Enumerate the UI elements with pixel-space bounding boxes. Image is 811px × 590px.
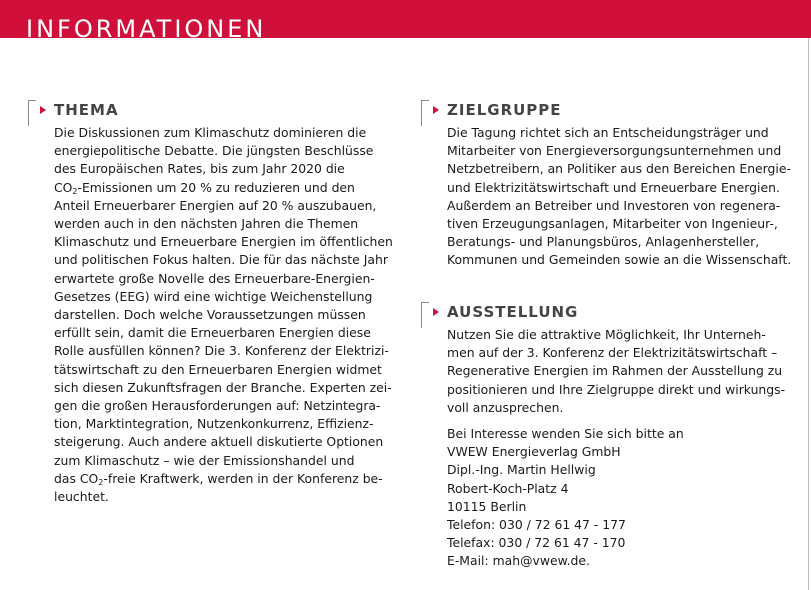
text-line: Die Diskussionen zum Klimaschutz dominieren die (54, 125, 367, 140)
section-body-zielgruppe (421, 124, 801, 270)
text-line: Kommunen und Gemeinden sowie an die Wissenschaft. (447, 252, 792, 268)
section-title-zielgruppe: ZIELGRUPPE (447, 101, 562, 119)
contact-line: Dipl.-Ing. Martin Hellwig (447, 462, 596, 478)
text-part: -freie Kraftwerk, werden in der Konferenz be- (103, 470, 383, 486)
page-edge-divider (808, 38, 809, 590)
section-heading (421, 100, 801, 124)
section-zielgruppe (421, 100, 801, 270)
text-part: CO (54, 179, 73, 195)
text-line: positionieren und Ihre Zielgruppe direkt und wirkungs- (447, 381, 786, 397)
section-title-thema: THEMA (54, 101, 119, 119)
arrow-right-icon (433, 308, 439, 316)
text-line: darstellen. Doch welche Voraussetzungen müssen (54, 307, 366, 323)
contact-line: E-Mail: mah@vwew.de. (447, 553, 590, 569)
text-line: und politischen Fokus halten. Die für das nächste Jahr (54, 252, 388, 268)
text-line: Nutzen Sie die attraktive Möglichkeit, Ihr Unterneh- (447, 327, 766, 342)
text-line: erwartete große Novelle des Erneuerbare-Energien- (54, 270, 375, 286)
text-line: steigerung. Auch andere aktuell diskutierte Optionen (54, 434, 384, 450)
subscript: 2 (72, 186, 78, 196)
text-part: -Emissionen um 20 % zu reduzieren und den (77, 179, 355, 195)
contact-line: Telefon: 030 / 72 61 47 - 177 (447, 517, 626, 533)
text-line: Klimaschutz und Erneuerbare Energien im öffentlichen (54, 234, 393, 250)
contact-line: Bei Interesse wenden Sie sich bitte an (447, 426, 684, 442)
section-body-thema (28, 124, 408, 506)
section-heading (421, 302, 801, 326)
arrow-right-icon (433, 106, 439, 114)
text-line: tiven Erzeugungsanlagen, Mitarbeiter von Ingenieur-, (447, 216, 778, 232)
text-line: tion, Marktintegration, Nutzenkonkurrenz, Effizienz- (54, 416, 374, 432)
section-ausstellung (421, 302, 801, 571)
text-line: Außerdem an Betreiber und Investoren von regenera- (447, 197, 781, 213)
text-line: Anteil Erneuerbarer Energien auf 20 % auszubauen, (54, 197, 377, 213)
text-line: werden auch in den nächsten Jahren die Themen (54, 216, 359, 232)
text-line: Gesetzes (EEG) wird eine wichtige Weichenstellung (54, 288, 373, 304)
text-line: erfüllt sein, damit die Erneuerbaren Energien diese (54, 325, 371, 341)
text-line: des Europäischen Rates, bis zum Jahr 2020 die (54, 161, 345, 177)
text-line: energiepolitische Debatte. Die jüngsten Beschlüsse (54, 143, 374, 159)
subscript: 2 (98, 477, 104, 487)
text-part: das CO (54, 470, 99, 486)
text-line: Beratungs- und Planungsbüros, Anlagenhersteller, (447, 234, 760, 250)
header-band (0, 0, 811, 43)
text-line: men auf der 3. Konferenz der Elektrizitätswirtschaft – (447, 345, 778, 361)
text-line: tätswirtschaft zu den Erneuerbaren Energien widmet (54, 361, 382, 377)
section-title-ausstellung: AUSSTELLUNG (447, 303, 579, 321)
bracket-mark (28, 100, 36, 126)
text-line: zum Klimaschutz – wie der Emissionshandel und (54, 452, 355, 468)
bracket-mark (421, 100, 429, 126)
contact-line: 10115 Berlin (447, 498, 527, 514)
contact-block (421, 425, 801, 571)
text-line: sich diesen Zukunftsfragen der Branche. Experten zei- (54, 379, 392, 395)
text-line: Regenerative Energien im Rahmen der Ausstellung zu (447, 363, 783, 379)
text-line (54, 179, 408, 197)
text-line: gen die großen Herausforderungen auf: Netzintegra- (54, 398, 381, 414)
contact-line: Robert-Koch-Platz 4 (447, 480, 569, 496)
section-heading (28, 100, 408, 124)
text-line: Mitarbeiter von Energieversorgungsunternehmen und (447, 143, 782, 159)
section-body-ausstellung (421, 326, 801, 417)
text-line: und Elektrizitätswirtschaft und Erneuerbare Energien. (447, 179, 780, 195)
section-thema (28, 100, 408, 506)
text-line: Rolle ausfüllen können? Die 3. Konferenz der Elektrizi- (54, 343, 389, 359)
text-line: leuchtet. (54, 489, 109, 505)
bracket-mark (421, 302, 429, 328)
page-title: INFORMATIONEN (26, 15, 267, 43)
contact-line: VWEW Energieverlag GmbH (447, 444, 621, 460)
contact-line: Telefax: 030 / 72 61 47 - 170 (447, 535, 626, 551)
text-line (54, 470, 408, 488)
text-line: Netzbetreibern, an Politiker aus den Bereichen Energie- (447, 161, 791, 177)
text-line: voll anzusprechen. (447, 399, 564, 415)
arrow-right-icon (40, 106, 46, 114)
text-line: Die Tagung richtet sich an Entscheidungsträger und (447, 125, 769, 140)
